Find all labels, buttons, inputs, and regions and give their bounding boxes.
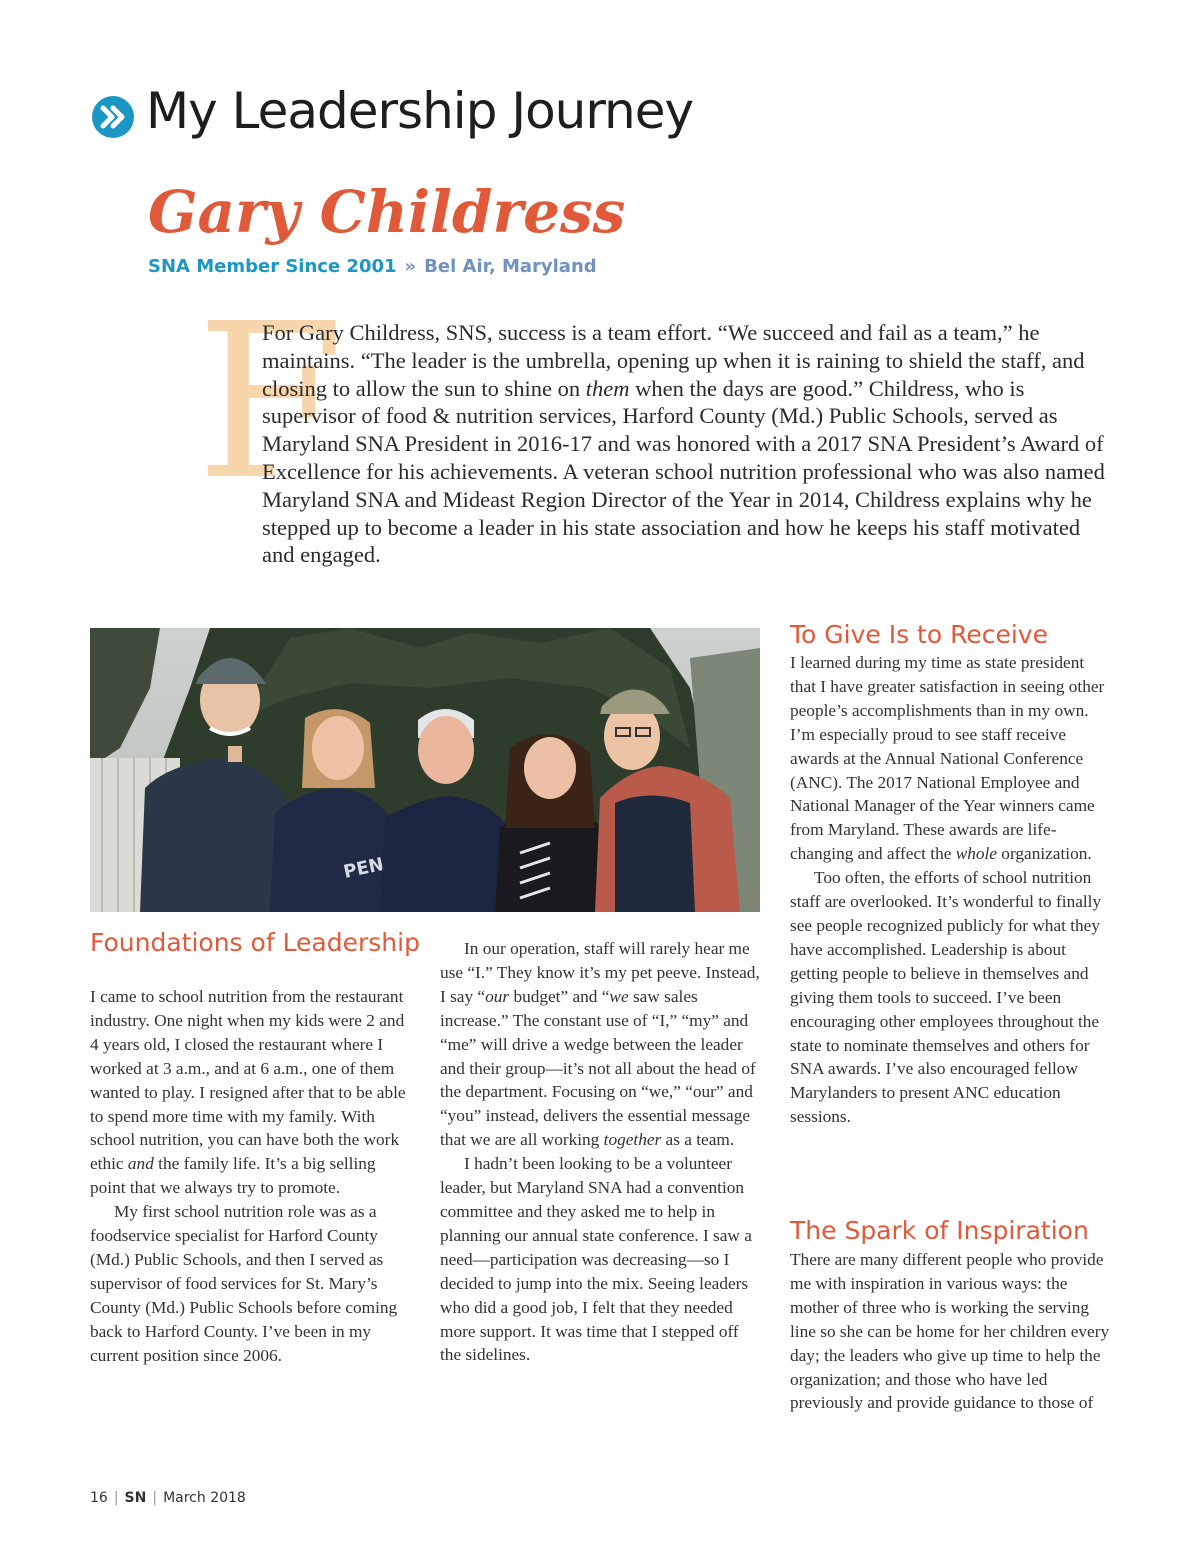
team-photo: [90, 628, 760, 912]
profile-name: Gary Childress: [148, 178, 626, 246]
paragraph: Too often, the efforts of school nutrition staff are overlooked. It’s wonderful to finally see people recognized publicly for what they have accomplished. Leadership is about getting people to believe in themselves and giving them tools to succeed. I’ve been encouraging other employees throughout the state to nominate themselves and others for SNA awards. I’ve also encouraged fellow Marylanders to present ANC education sessions.: [790, 868, 1102, 1127]
byline-separator: »: [404, 256, 417, 277]
page-number: 16: [90, 1490, 108, 1506]
column-foundations: [90, 985, 408, 1368]
paragraph: My first school nutrition role was as a foodservice specialist for Harford County (Md.) Public Schools, and then I served as supervisor of food services for St. Mary’s County (Md.) Public Schools before coming back to Harford County. I’ve been in my current position since 2006.: [90, 1202, 398, 1365]
footer-divider: |: [152, 1490, 158, 1506]
shirt-text: PENN: [341, 850, 401, 883]
column-operation: [440, 937, 764, 1367]
team-photo-illustration: [90, 628, 760, 912]
section-title: My Leadership Journey: [146, 82, 694, 140]
location: Bel Air, Maryland: [424, 256, 597, 277]
intro-paragraph: For Gary Childress, SNS, success is a team effort. “We succeed and fail as a team,” he maintains. “The leader is the umbrella, opening up when it is raining to shield the staff, and closing to allow the sun to shine on them when the days are good.” Childress, who is supervisor of food & nutrition services, Harford County (Md.) Public Schools, served as Maryland SNA President in 2016-17 and was honored with a 2017 SNA President’s Award of Excellence for his achievements. A veteran school nutrition professional who was also named Maryland SNA and Mideast Region Director of the Year in 2014, Childress explains why he stepped up to become a leader in his state association and how he keeps his staff motivated and engaged.: [262, 320, 1105, 568]
double-chevron-right-icon: [92, 96, 134, 138]
column-give-receive: [790, 651, 1114, 1129]
paragraph: There are many different people who provide me with inspiration in various ways: the mother of three who is working the serving line so she can be home for her children every day; the leaders who give up time to help the organization; and those who have led previously and provide guidance to those of: [790, 1250, 1110, 1413]
issue-date: March 2018: [163, 1490, 246, 1506]
magazine-name: SN: [124, 1490, 147, 1506]
byline: [148, 256, 597, 277]
page-footer: [90, 1490, 246, 1506]
heading-spark: The Spark of Inspiration: [790, 1216, 1089, 1245]
paragraph: I hadn’t been looking to be a volunteer leader, but Maryland SNA had a convention committee and they asked me to help in planning our annual state conference. I saw a need—participation was decreasing—so I decided to jump into the mix. Seeing leaders who did a good job, I felt that they needed more support. It was time that I stepped off the sidelines.: [440, 1154, 752, 1365]
heading-give-receive: To Give Is to Receive: [790, 620, 1048, 649]
paragraph: I learned during my time as state president that I have greater satisfaction in seeing other people’s accomplishments than in my own. I’m especially proud to see staff receive awards at the Annual National Conference (ANC). The 2017 National Employee and National Manager of the Year winners came from Maryland. These awards are life-changing and affect the whole organization.: [790, 653, 1105, 864]
column-spark: [790, 1248, 1114, 1415]
footer-divider: |: [113, 1490, 119, 1506]
paragraph: In our operation, staff will rarely hear me use “I.” They know it’s my pet peeve. Instead, I say “our budget” and “we saw sales increase.” The constant use of “I,” “my” and “me” will drive a wedge between the leader and their group—it’s not all about the head of the department. Focusing on “we,” “our” and “you” instead, delivers the essential message that we are all working together as a team.: [440, 939, 760, 1150]
heading-foundations: Foundations of Leadership: [90, 928, 420, 957]
member-since: SNA Member Since 2001: [148, 256, 397, 277]
drop-cap: F: [196, 278, 345, 527]
paragraph: I came to school nutrition from the restaurant industry. One night when my kids were 2 and 4 years old, I closed the restaurant where I worked at 3 a.m., and at 6 a.m., one of them wanted to play. I resigned after that to be able to spend more time with my family. With school nutrition, you can have both the work ethic and the family life. It’s a big selling point that we always try to promote.: [90, 987, 406, 1198]
